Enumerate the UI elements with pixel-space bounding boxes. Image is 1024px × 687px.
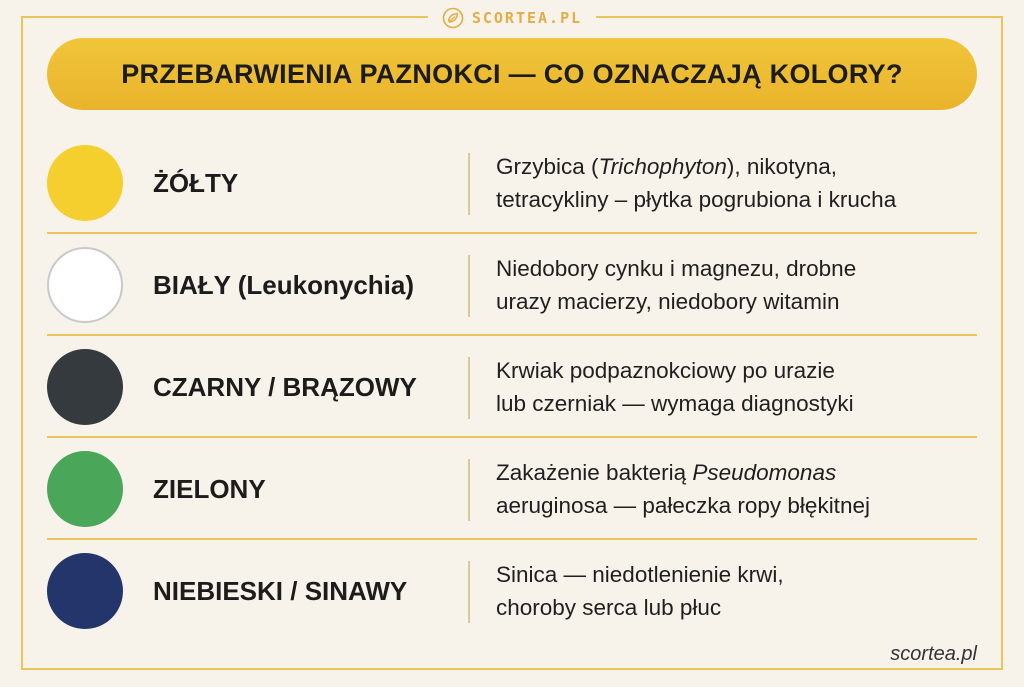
color-description — [496, 234, 974, 336]
color-row-white — [47, 234, 977, 336]
description-line: Grzybica (Trichophyton), nikotyna, — [496, 154, 837, 179]
color-name: ŻÓŁTY — [153, 167, 239, 198]
color-row-black-brown — [47, 336, 977, 438]
color-name: BIAŁY (Leukonychia) — [153, 269, 415, 300]
color-swatch — [47, 553, 123, 629]
description-line: tetracykliny – płytka pogrubiona i krucha — [496, 187, 897, 212]
page-title: PRZEBARWIENIA PAZNOKCI — CO OZNACZAJĄ KOLORY? — [121, 58, 903, 89]
color-description — [496, 540, 974, 642]
column-divider — [468, 561, 470, 623]
description-line: Sinica — niedotlenienie krwi, — [496, 562, 784, 587]
title-banner — [47, 38, 977, 110]
color-name: CZARNY / BRĄZOWY — [153, 371, 417, 402]
color-description — [496, 336, 974, 438]
description-line: aeruginosa — pałeczka ropy błękitnej — [496, 493, 870, 518]
color-description — [496, 438, 974, 540]
description-line: choroby serca lub płuc — [496, 595, 722, 620]
description-line: Niedobory cynku i magnezu, drobne — [496, 256, 857, 281]
color-row-blue — [47, 540, 977, 642]
color-swatch — [47, 349, 123, 425]
description-line: lub czerniak — wymaga diagnostyki — [496, 391, 854, 416]
brand-name[interactable]: SCORTEA.PL — [471, 9, 583, 27]
color-name: NIEBIESKI / SINAWY — [153, 575, 408, 606]
color-swatch — [47, 247, 123, 323]
color-row-green — [47, 438, 977, 540]
color-swatch — [47, 451, 123, 527]
color-row-yellow — [47, 132, 977, 234]
description-line: Zakażenie bakterią Pseudomonas — [496, 460, 837, 485]
color-swatch — [47, 145, 123, 221]
color-list — [47, 132, 977, 642]
column-divider — [468, 357, 470, 419]
column-divider — [468, 459, 470, 521]
footer-brand[interactable]: scortea.pl — [890, 643, 977, 665]
description-line: urazy macierzy, niedobory witamin — [496, 289, 840, 314]
color-name: ZIELONY — [153, 473, 266, 504]
column-divider — [468, 153, 470, 215]
leaf-circle-icon — [442, 7, 464, 29]
description-line: Krwiak podpaznokciowy po urazie — [496, 358, 835, 383]
brand-header — [0, 4, 1024, 32]
column-divider — [468, 255, 470, 317]
color-description — [496, 132, 974, 234]
